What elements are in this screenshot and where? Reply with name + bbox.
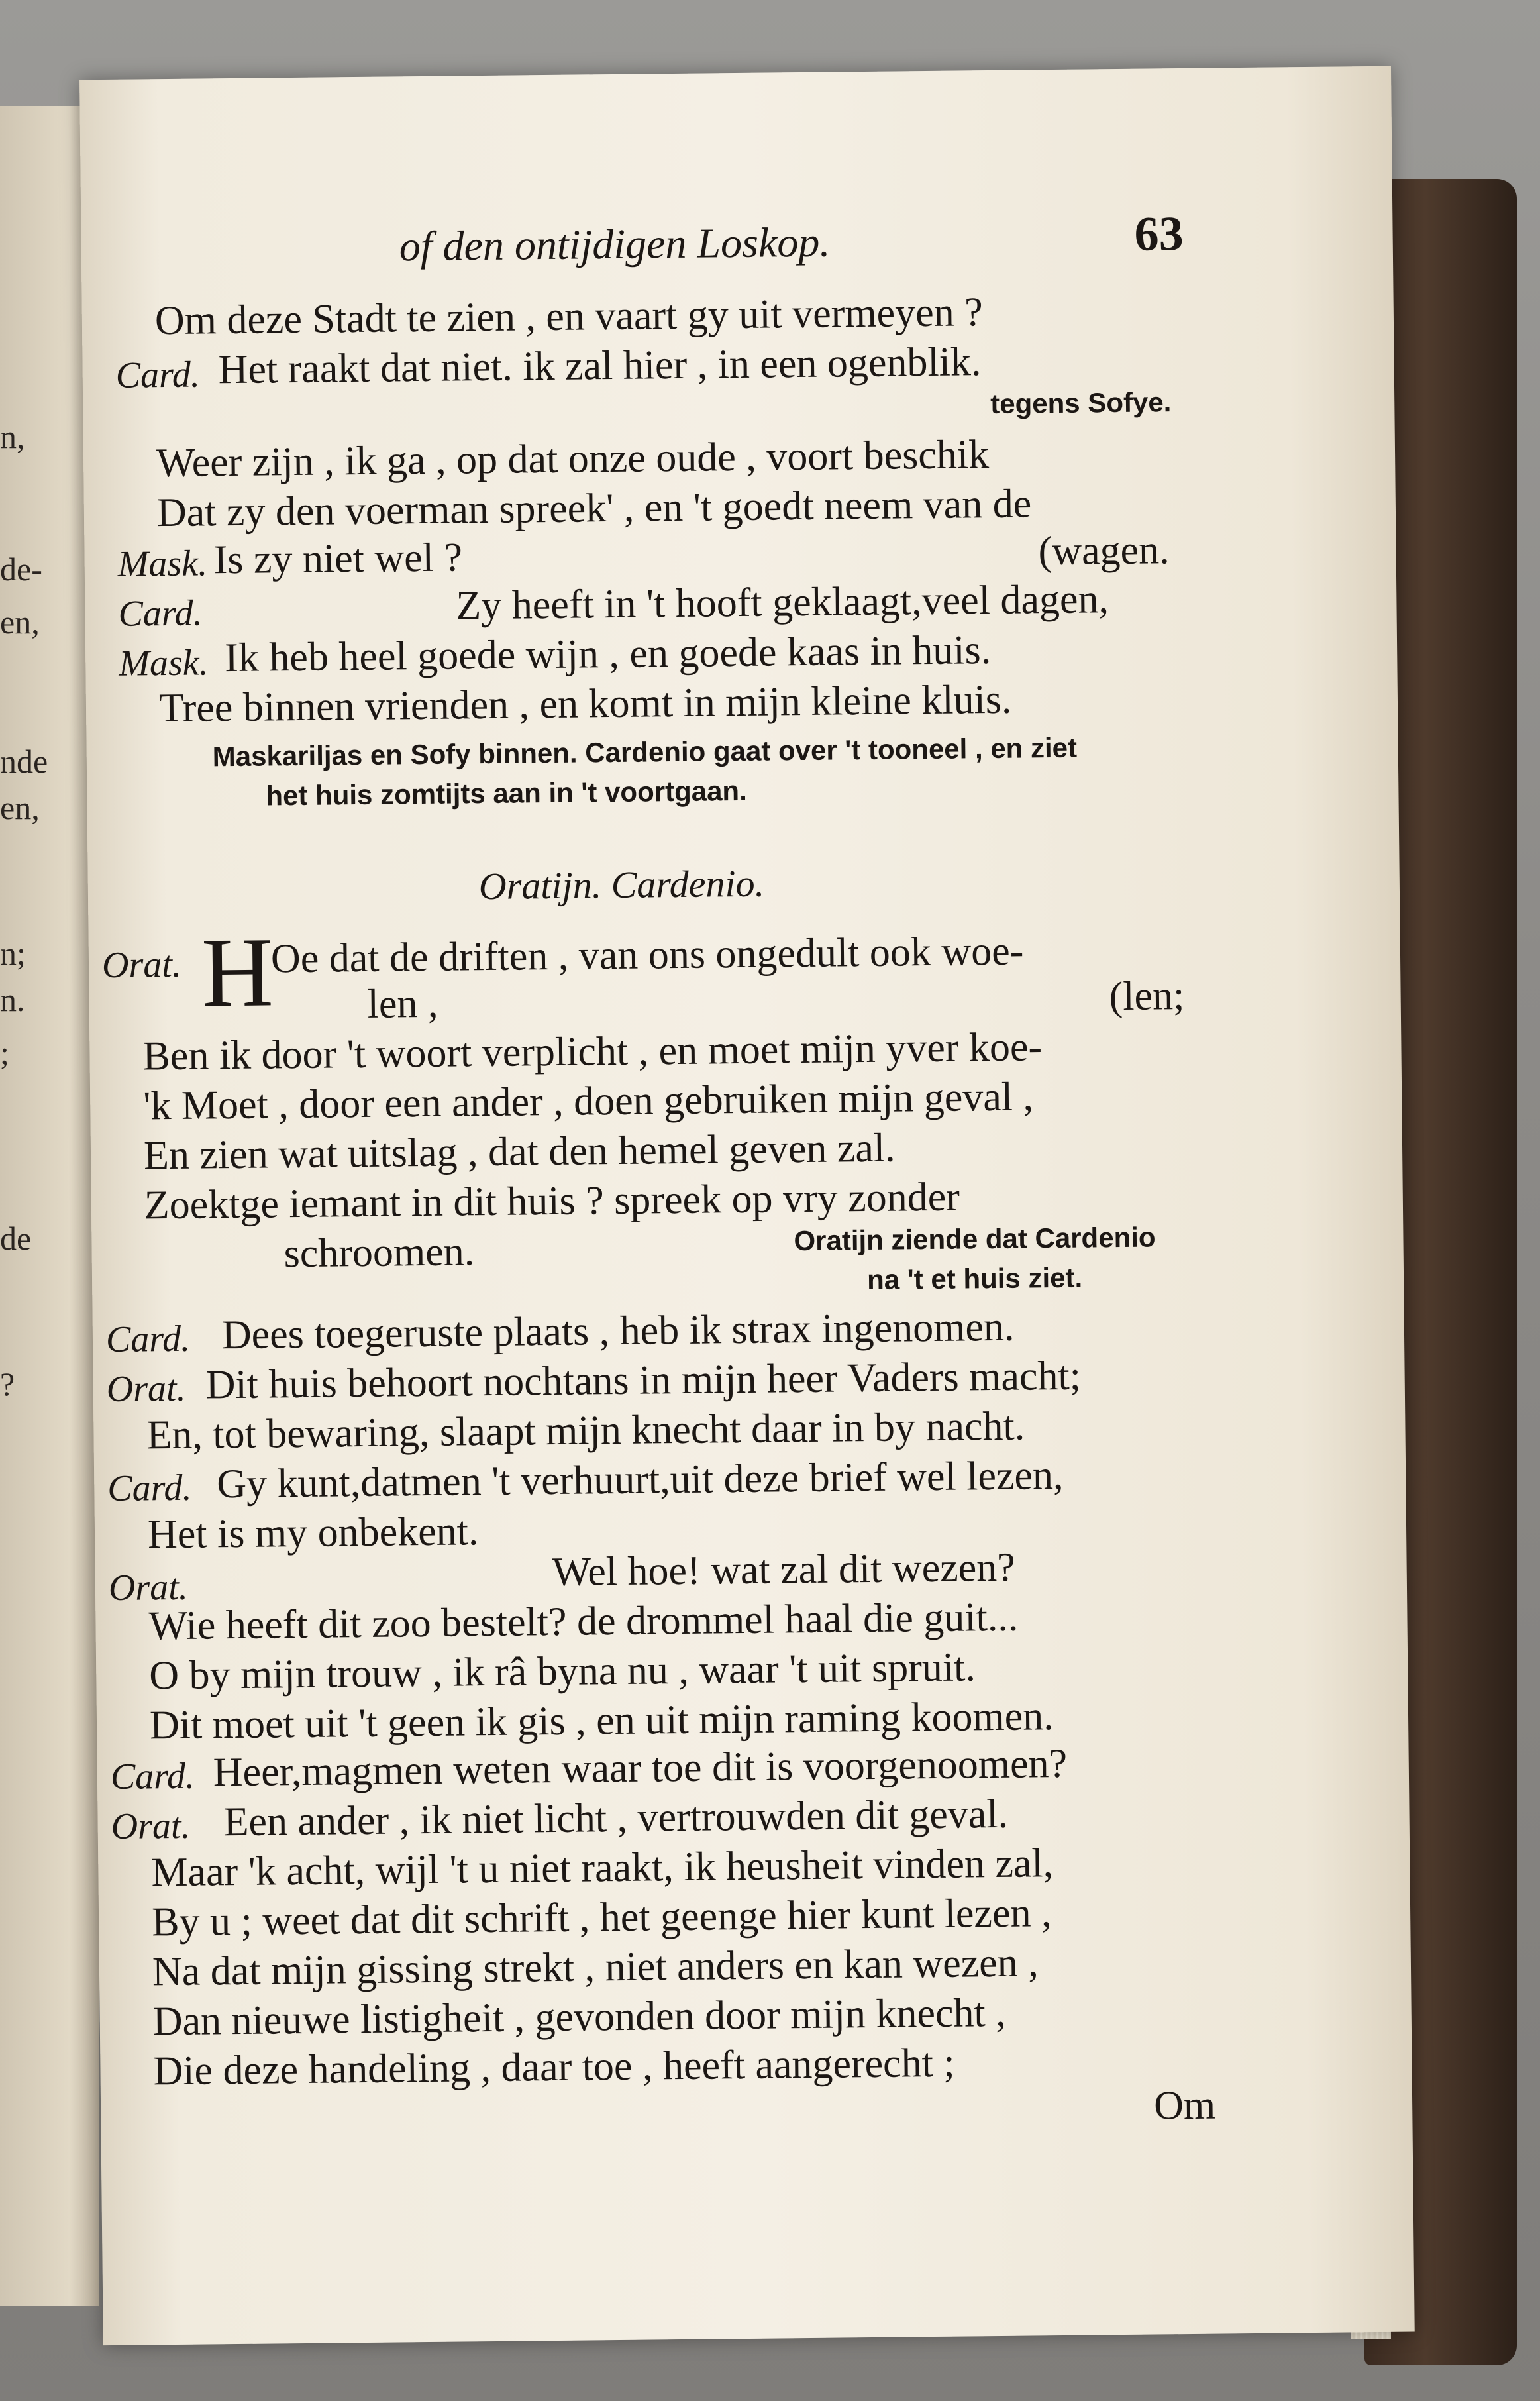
- left-fragment: en,: [0, 604, 40, 641]
- verse-line: Die deze handeling , daar toe , heeft aangerecht ;: [153, 2040, 955, 2094]
- left-fragment: n.: [0, 981, 25, 1018]
- verse-line: By u ; weet dat dit schrift , het geenge hier kunt lezen ,: [151, 1890, 1052, 1945]
- speaker-label: Card.: [118, 592, 203, 635]
- verse-line: Het is my onbekent.: [147, 1509, 479, 1558]
- verse-line: Om deze Stadt te zien , en vaart gy uit vermeyen ?: [154, 290, 984, 344]
- catchword: Om: [1153, 2082, 1216, 2129]
- verse-line: Dees toegeruste plaats , heb ik strax ingenomen.: [221, 1304, 1015, 1358]
- speaker-label: Card.: [110, 1755, 195, 1798]
- left-fragment: nde: [0, 743, 48, 780]
- speaker-label: Card.: [115, 354, 201, 396]
- verse-line: Gy kunt,datmen 't verhuurt,uit deze brief wel lezen,: [216, 1452, 1064, 1507]
- verse-line: Ik heb heel goede wijn , en goede kaas in huis.: [224, 627, 992, 681]
- verse-line: En, tot bewaring, slaapt mijn knecht daar in by nacht.: [146, 1403, 1025, 1458]
- speaker-label: Orat.: [108, 1566, 189, 1609]
- speaker-label: Card.: [107, 1467, 192, 1510]
- verse-line: len ,: [367, 981, 438, 1027]
- speaker-label: Orat.: [111, 1805, 191, 1848]
- stage-direction: tegens Sofye.: [990, 386, 1172, 419]
- page-number: 63: [1134, 206, 1184, 262]
- speaker-label: Orat.: [106, 1367, 186, 1411]
- verse-line: Het raakt dat niet. ik zal hier , in een ogenblik.: [218, 339, 982, 393]
- stage-direction: het huis zomtijts aan in 't voortgaan.: [266, 774, 747, 812]
- verse-line: Ben ik door 't woort verplicht , en moet mijn yver koe-: [142, 1024, 1043, 1079]
- verse-line: Weer zijn , ik ga , op dat onze oude , voort beschik: [156, 432, 990, 486]
- verse-line: 'k Moet , door een ander , doen gebruiken mijn geval ,: [142, 1074, 1034, 1129]
- speaker-label: Card.: [105, 1318, 191, 1361]
- verse-line: Is zy niet wel ?: [213, 535, 463, 583]
- left-fragment: ?: [0, 1365, 15, 1403]
- stage-direction: na 't et huis ziet.: [866, 1261, 1083, 1296]
- left-fragment: de: [0, 1220, 32, 1257]
- book-page: [79, 66, 1415, 2346]
- verse-line: Wie heeft dit zoo bestelt? de drommel haal die guit...: [148, 1594, 1019, 1649]
- verse-line: Zoektge iemant in dit huis ? spreek op vry zonder: [144, 1174, 960, 1228]
- verse-line-turnover: (wagen.: [1038, 527, 1170, 574]
- verse-line: Maar 'k acht, wijl 't u niet raakt, ik heusheit vinden zal,: [151, 1841, 1054, 1895]
- verse-line: Dit moet uit 't geen ik gis , en uit mijn raming koomen.: [149, 1693, 1054, 1748]
- left-fragment: de-: [0, 551, 42, 588]
- verse-line-turnover: (len;: [1109, 973, 1185, 1020]
- verse-line: Oe dat de driften , van ons ongedult ook woe-: [270, 928, 1024, 982]
- verse-line: Een ander , ik niet licht , vertrouwden dit geval.: [223, 1791, 1009, 1845]
- verse-line: O by mijn trouw , ik râ byna nu , waar 't uit spruit.: [148, 1644, 976, 1699]
- left-fragment: n,: [0, 418, 25, 455]
- verse-line: Wel hoe! wat zal dit wezen?: [552, 1544, 1016, 1595]
- verse-line: schroomen.: [283, 1229, 475, 1277]
- verse-line: Dan nieuwe listigheit , gevonden door mijn knecht ,: [152, 1990, 1006, 2045]
- verse-line: Na dat mijn gissing strekt , niet anders en kan wezen ,: [152, 1940, 1039, 1995]
- stage-direction: Maskariljas en Sofy binnen. Cardenio gaat over 't tooneel , en ziet: [212, 731, 1078, 773]
- left-fragment: ;: [0, 1034, 9, 1071]
- speaker-label: Mask.: [118, 642, 209, 684]
- speaker-label: Orat.: [101, 943, 182, 987]
- left-fragment: en,: [0, 789, 40, 826]
- verse-line: Dit huis behoort nochtans in mijn heer Vaders macht;: [205, 1353, 1082, 1408]
- verse-line: En zien wat uitslag , dat den hemel geven zal.: [143, 1125, 896, 1179]
- running-head: of den ontijdigen Loskop.: [399, 218, 831, 270]
- left-fragment: n;: [0, 935, 26, 972]
- speaker-label: Mask.: [117, 543, 208, 585]
- verse-line: Dat zy den voerman spreek' , en 't goedt neem van de: [156, 481, 1032, 536]
- verse-line: Heer,magmen weten waar toe dit is voorgenoomen?: [213, 1740, 1068, 1795]
- verse-line: Zy heeft in 't hooft geklaagt,veel dagen,: [456, 576, 1109, 629]
- verse-line: Tree binnen vrienden , en komt in mijn kleine kluis.: [158, 676, 1012, 731]
- drop-capital: H: [201, 917, 274, 1028]
- stage-direction: Oratijn ziende dat Cardenio: [794, 1221, 1156, 1257]
- scene-heading: Oratijn. Cardenio.: [478, 861, 765, 908]
